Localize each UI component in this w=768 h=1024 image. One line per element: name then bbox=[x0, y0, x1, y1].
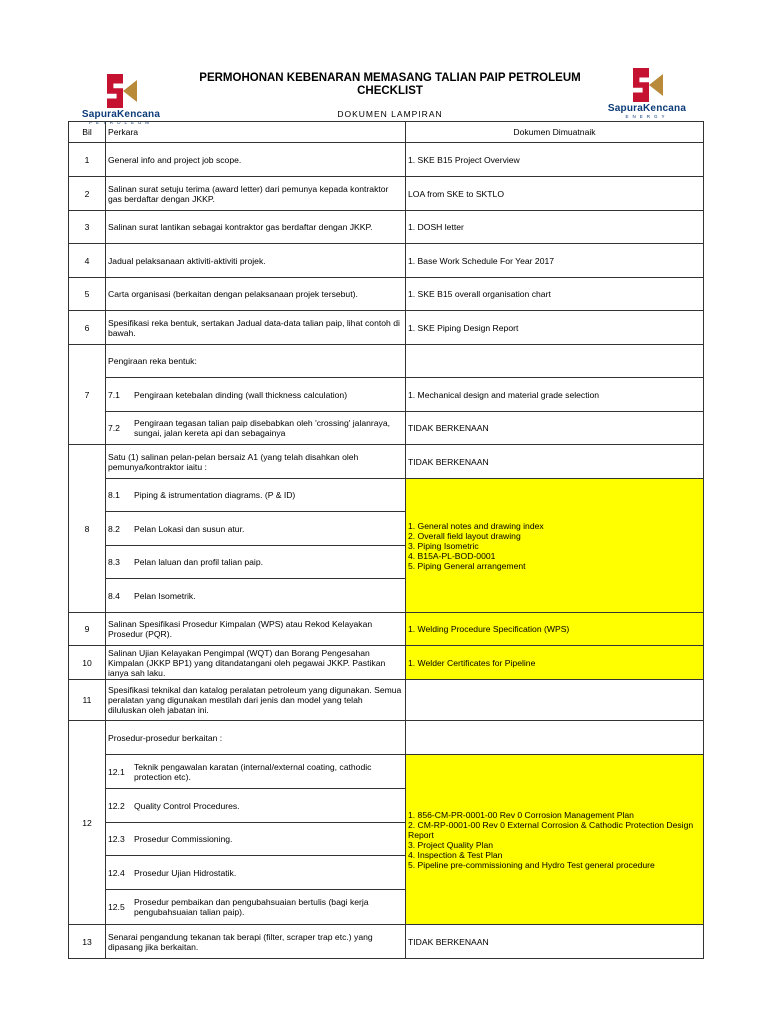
subrow-number: 12.5 bbox=[108, 902, 125, 912]
subrow-text: Pelan Lokasi dan susun atur. bbox=[134, 523, 245, 534]
subrow-number: 12.1 bbox=[108, 766, 125, 777]
subrow-text: Pengiraan tegasan talian paip disebabkan oleh 'crossing' jalanraya, sungai, jalan kereta api dan sebagainya bbox=[134, 418, 391, 438]
sapurakencana-logo-icon bbox=[103, 74, 139, 108]
row-perkara: Spesifikasi reka bentuk, sertakan Jadual data-data talian paip, lihat contoh di bawah. bbox=[106, 311, 406, 345]
row-perkara: General info and project job scope. bbox=[106, 143, 406, 177]
subrow-text: Prosedur Ujian Hidrostatik. bbox=[134, 867, 237, 878]
subrow-number: 8.1 bbox=[108, 490, 120, 500]
subrow-text: Pengiraan ketebalan dinding (wall thickness calculation) bbox=[134, 389, 348, 400]
title-line-1: PERMOHONAN KEBENARAN MEMASANG TALIAN PAIP PETROLEUM bbox=[199, 72, 581, 84]
row-perkara: Salinan Ujian Kelayakan Pengimpal (WQT) dan Borang Pengesahan Kimpalan (JKKP BP1) yang ditandatangani oleh pegawai JKKP. Pastikan ianya sah laku. bbox=[106, 646, 406, 680]
table-row bbox=[69, 445, 704, 479]
checklist-table bbox=[68, 121, 704, 959]
logo-sub: ENERGY bbox=[625, 114, 669, 119]
subrow-perkara bbox=[106, 890, 406, 925]
logo-sub: PETROLEUM bbox=[88, 120, 153, 125]
title-line-2: CHECKLIST bbox=[357, 84, 423, 97]
row-dokumen: 1. Welding Procedure Specification (WPS) bbox=[406, 613, 704, 646]
row-dokumen: 1. DOSH letter bbox=[406, 211, 704, 244]
table-row bbox=[69, 244, 704, 278]
subrow-text: Teknik pengawalan karatan (internal/external coating, cathodic protection etc). bbox=[134, 761, 372, 782]
highlighted-documents-cell bbox=[406, 755, 704, 925]
table-row bbox=[69, 278, 704, 311]
row-bil: 7 bbox=[69, 345, 106, 445]
row-perkara: Salinan Spesifikasi Prosedur Kimpalan (WPS) atau Rekod Kelayakan Prosedur (PQR). bbox=[106, 613, 406, 646]
table-subrow bbox=[69, 479, 704, 512]
row-bil: 10 bbox=[69, 646, 106, 680]
subrow-number: 8.2 bbox=[108, 523, 120, 534]
row-perkara: Salinan surat setuju terima (award letter) dari pemunya kepada kontraktor gas berdaftar dengan JKKP. bbox=[106, 177, 406, 211]
subrow-number: 7.2 bbox=[108, 423, 120, 433]
row-bil: 1 bbox=[69, 143, 106, 177]
document-item: 3. Project Quality Plan bbox=[408, 839, 494, 850]
table-row bbox=[69, 721, 704, 755]
table-row bbox=[69, 680, 704, 721]
subrow-dokumen: 1. Mechanical design and material grade selection bbox=[406, 378, 704, 412]
table-row bbox=[69, 613, 704, 646]
subrow-text: Pelan laluan dan profil talian paip. bbox=[134, 557, 263, 567]
document-item: 3. Piping Isometric bbox=[408, 540, 479, 551]
subrow-text: Prosedur pembaikan dan pengubahsuaian bertulis (bagi kerja pengubahsuaian talian paip). bbox=[134, 897, 369, 917]
row-dokumen bbox=[406, 721, 704, 755]
subrow-text: Quality Control Procedures. bbox=[134, 800, 240, 811]
subrow-perkara bbox=[106, 579, 406, 613]
row-dokumen bbox=[406, 680, 704, 721]
row-bil: 2 bbox=[69, 177, 106, 211]
document-subtitle: DOKUMEN LAMPIRAN bbox=[337, 109, 443, 119]
row-perkara: Pengiraan reka bentuk: bbox=[106, 345, 406, 378]
logo-name: SapuraKencana bbox=[607, 103, 687, 114]
company-logo-left bbox=[74, 74, 168, 125]
subrow-dokumen: TIDAK BERKENAAN bbox=[406, 412, 704, 445]
row-perkara: Senarai pengandung tekanan tak berapi (filter, scraper trap etc.) yang dipasang jika berkaitan. bbox=[106, 925, 406, 959]
subrow-perkara bbox=[106, 755, 406, 789]
row-perkara: Satu (1) salinan pelan-pelan bersaiz A1 (yang telah disahkan oleh pemunya/kontraktor iaitu : bbox=[106, 445, 406, 479]
subrow-text: Prosedur Commissioning. bbox=[134, 834, 233, 844]
table-row bbox=[69, 311, 704, 345]
document-item: 1. General notes and drawing index bbox=[408, 520, 544, 531]
subrow-perkara bbox=[106, 789, 406, 823]
logo-name: SapuraKencana bbox=[81, 109, 161, 120]
row-dokumen: 1. Base Work Schedule For Year 2017 bbox=[406, 244, 704, 278]
table-subrow bbox=[69, 755, 704, 789]
table-row bbox=[69, 177, 704, 211]
row-bil: 8 bbox=[69, 445, 106, 613]
table-row bbox=[69, 345, 704, 378]
document-item: 4. B15A-PL-BOD-0001 bbox=[408, 550, 496, 561]
subrow-perkara bbox=[106, 378, 406, 412]
document-item: 5. Pipeline pre-commissioning and Hydro Test general procedure bbox=[408, 859, 655, 870]
row-perkara: Salinan surat lantikan sebagai kontraktor gas berdaftar dengan JKKP. bbox=[106, 211, 406, 244]
document-item: 2. CM-RP-0001-00 Rev 0 External Corrosion & Cathodic Protection Design Report bbox=[408, 819, 694, 840]
document-item: 4. Inspection & Test Plan bbox=[408, 849, 503, 860]
row-bil: 4 bbox=[69, 244, 106, 278]
row-perkara: Spesifikasi teknikal dan katalog peralatan petroleum yang digunakan. Semua peralatan yang digunakan mestilah dari jenis dan model yang telah diluluskan oleh jabatan ini. bbox=[106, 680, 406, 721]
subrow-number: 8.4 bbox=[108, 590, 120, 601]
row-dokumen: 1. SKE B15 overall organisation chart bbox=[406, 278, 704, 311]
row-dokumen: TIDAK BERKENAAN bbox=[406, 925, 704, 959]
document-item: 5. Piping General arrangement bbox=[408, 560, 526, 571]
row-dokumen: LOA from SKE to SKTLO bbox=[406, 177, 704, 211]
company-logo-right bbox=[602, 68, 692, 119]
subrow-perkara bbox=[106, 412, 406, 445]
subrow-text: Pelan Isometrik. bbox=[134, 590, 196, 601]
table-row bbox=[69, 646, 704, 680]
row-bil: 3 bbox=[69, 211, 106, 244]
subrow-perkara bbox=[106, 512, 406, 546]
sapurakencana-logo-icon bbox=[629, 68, 665, 102]
table-header-row bbox=[69, 122, 704, 143]
subrow-number: 8.3 bbox=[108, 557, 120, 567]
row-dokumen: 1. Welder Certificates for Pipeline bbox=[406, 646, 704, 680]
row-bil: 12 bbox=[69, 721, 106, 925]
row-bil: 11 bbox=[69, 680, 106, 721]
table-row bbox=[69, 211, 704, 244]
subrow-text: Piping & istrumentation diagrams. (P & ID) bbox=[134, 490, 296, 500]
subrow-perkara bbox=[106, 823, 406, 856]
row-bil: 5 bbox=[69, 278, 106, 311]
subrow-number: 12.4 bbox=[108, 867, 125, 878]
document-title bbox=[180, 72, 600, 97]
header-dokumen: Dokumen Dimuatnaik bbox=[406, 122, 704, 143]
header-bil: Bil bbox=[69, 122, 106, 143]
subrow-number: 12.2 bbox=[108, 800, 125, 811]
subrow-number: 12.3 bbox=[108, 834, 125, 844]
row-dokumen bbox=[406, 345, 704, 378]
row-perkara: Prosedur-prosedur berkaitan : bbox=[106, 721, 406, 755]
row-dokumen: TIDAK BERKENAAN bbox=[406, 445, 704, 479]
row-dokumen: 1. SKE B15 Project Overview bbox=[406, 143, 704, 177]
row-bil: 13 bbox=[69, 925, 106, 959]
subrow-perkara bbox=[106, 479, 406, 512]
subrow-perkara bbox=[106, 856, 406, 890]
row-perkara: Carta organisasi (berkaitan dengan pelaksanaan projek tersebut). bbox=[106, 278, 406, 311]
row-bil: 9 bbox=[69, 613, 106, 646]
row-perkara: Jadual pelaksanaan aktiviti-aktiviti projek. bbox=[106, 244, 406, 278]
document-item: 2. Overall field layout drawing bbox=[408, 530, 521, 541]
document-item: 1. 856-CM-PR-0001-00 Rev 0 Corrosion Management Plan bbox=[408, 809, 634, 820]
subrow-number: 7.1 bbox=[108, 389, 120, 400]
header-perkara: Perkara bbox=[106, 122, 406, 143]
table-row bbox=[69, 925, 704, 959]
row-bil: 6 bbox=[69, 311, 106, 345]
table-subrow bbox=[69, 378, 704, 412]
table-subrow bbox=[69, 412, 704, 445]
table-row bbox=[69, 143, 704, 177]
row-dokumen: 1. SKE Piping Design Report bbox=[406, 311, 704, 345]
subrow-perkara bbox=[106, 546, 406, 579]
highlighted-documents-cell bbox=[406, 479, 704, 613]
